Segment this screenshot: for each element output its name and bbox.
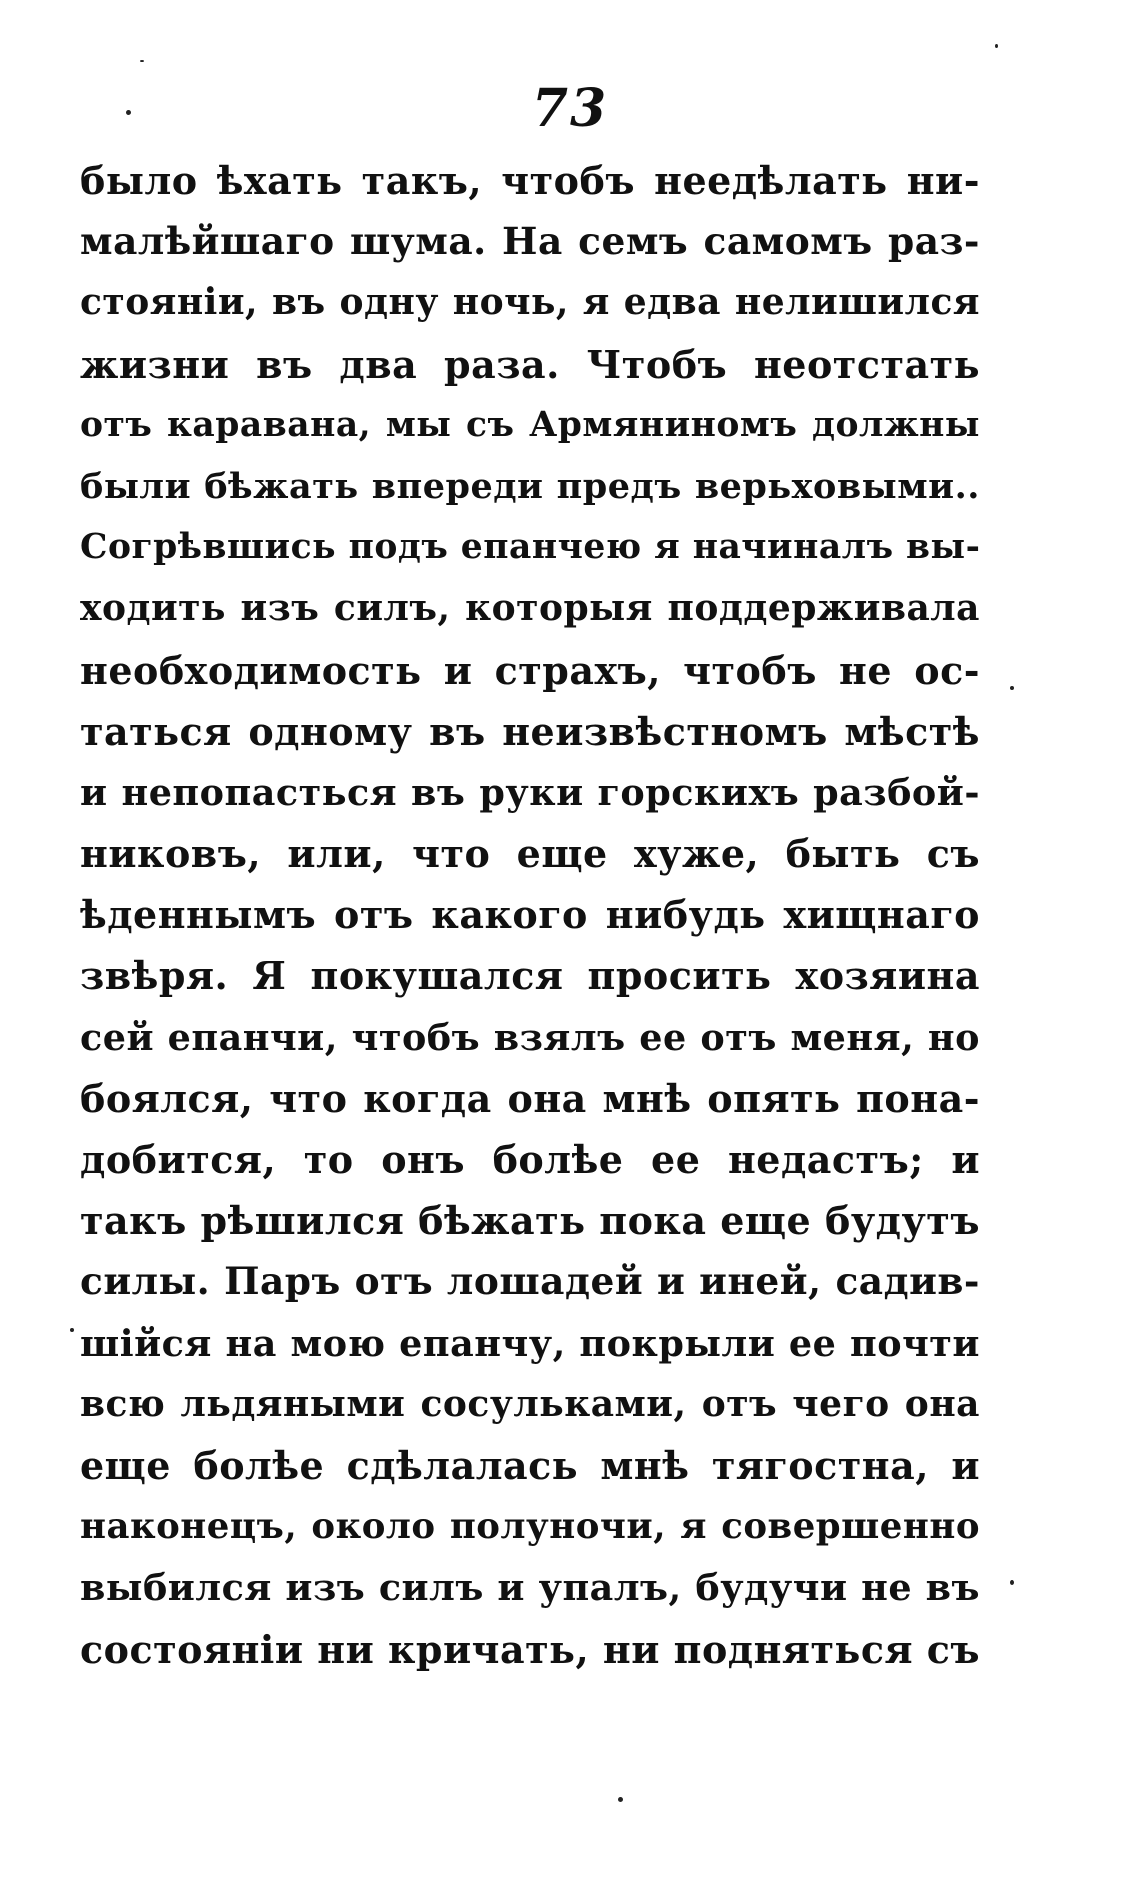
text-line: малѣйшаго шума. На семъ самомъ раз- [80,219,980,264]
text-line: были бѣжать впереди предъ верьховыми.. [80,465,980,507]
text-line: таться одному въ неизвѣстномъ мѣстѣ [80,708,980,754]
text-line: и непопасться въ руки горскихъ разбой- [80,770,980,814]
scan-speck [1010,1580,1014,1585]
body-text [80,150,980,1680]
text-line: наконецъ, около полуночи, я совершенно [80,1506,980,1548]
text-line: отъ каравана, мы съ Армяниномъ должны [80,404,980,445]
text-line: звѣря. Я покушался просить хозяина [80,953,980,999]
scan-speck [126,110,131,115]
text-line: состояніи ни кричать, ни подняться съ [80,1626,981,1672]
text-line: добится, то онъ болѣе ее недастъ; и [80,1137,980,1182]
text-line: ѣденнымъ отъ какого нибудь хищнаго [80,892,980,938]
text-line: жизни въ два раза. Чтобъ неотстать [80,341,980,387]
scan-speck [618,1797,623,1802]
scan-speck [995,44,998,48]
text-line: еще болѣе сдѣлалась мнѣ тягостна, и [80,1442,980,1488]
scan-speck [70,1328,74,1332]
text-line: всю льдяными сосульками, отъ чего она [80,1382,980,1425]
text-line: силы. Паръ отъ лошадей и иней, садив- [80,1259,980,1304]
text-line: выбился изъ силъ и упалъ, будучи не въ [80,1566,980,1610]
text-line: было ѣхать такъ, чтобъ неедѣлать ни- [80,158,980,203]
text-line: шійся на мою епанчу, покрыли ее почти [80,1321,980,1365]
text-line: боялся, что когда она мнѣ опять пона- [80,1075,980,1121]
text-line: сей епанчи, чтобъ взялъ ее отъ меня, но [80,1015,980,1059]
scan-speck [1010,686,1014,690]
text-line: стояніи, въ одну ночь, я едва нелишился [80,281,980,324]
page-number: 73 [531,78,609,139]
text-line: необходимость и страхъ, чтобъ не ос- [80,647,980,693]
text-line: никовъ, или, что еще хуже, быть съ [80,831,980,877]
text-line: ходить изъ силъ, которыя поддерживала [80,587,980,630]
text-line: Согрѣвшись подъ епанчею я начиналъ вы- [80,527,981,568]
scan-speck [140,60,144,62]
text-line: такъ рѣшился бѣжать пока еще будутъ [80,1198,980,1244]
